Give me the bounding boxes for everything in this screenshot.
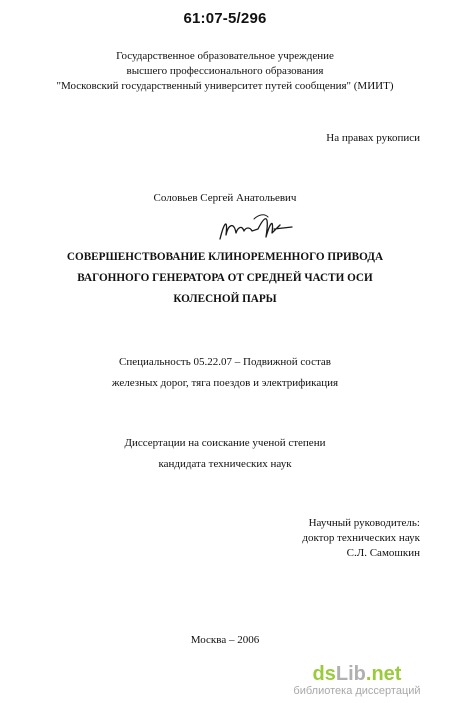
watermark-subtitle: библиотека диссертаций [293, 685, 421, 697]
specialty-block [0, 352, 450, 394]
institution-header [0, 49, 450, 94]
author-name: Соловьев Сергей Анатольевич [153, 192, 297, 204]
institution-line-3: "Московский государственный университет путей сообщения" (МИИТ) [56, 80, 394, 92]
dissertation-title [0, 247, 450, 310]
supervisor-block [302, 516, 420, 561]
city-year: Москва – 2006 [190, 634, 260, 646]
institution-line-2: высшего профессионального образования [126, 65, 324, 77]
title-line-3: КОЛЕСНОЙ ПАРЫ [173, 293, 277, 305]
degree-line-2: кандидата технических наук [158, 458, 292, 470]
title-line-1: СОВЕРШЕНСТВОВАНИЕ КЛИНОРЕМЕННОГО ПРИВОДА [66, 251, 384, 263]
specialty-line-2: железных дорог, тяга поездов и электрификация [111, 377, 339, 389]
watermark-logo-lib: Lib [335, 663, 366, 685]
degree-block [0, 433, 450, 475]
handwritten-signature [214, 209, 294, 249]
specialty-line-1: Специальность 05.22.07 – Подвижной состав [119, 356, 331, 368]
supervisor-name: С.Л. Самошкин [346, 547, 420, 559]
archive-stamp-number: 61:07-5/296 [183, 10, 267, 27]
watermark-logo-ds: ds [312, 663, 336, 685]
supervisor-degree: доктор технических наук [302, 532, 420, 544]
watermark [272, 664, 442, 697]
title-line-2: ВАГОННОГО ГЕНЕРАТОРА ОТ СРЕДНЕЙ ЧАСТИ ОСИ [77, 272, 373, 284]
supervisor-label: Научный руководитель: [308, 517, 420, 529]
watermark-logo [272, 664, 442, 684]
institution-line-1: Государственное образовательное учреждение [116, 50, 334, 62]
manuscript-rights-note: На правах рукописи [326, 132, 420, 144]
degree-line-1: Диссертации на соискание ученой степени [124, 437, 326, 449]
watermark-logo-net: .net [365, 663, 402, 685]
